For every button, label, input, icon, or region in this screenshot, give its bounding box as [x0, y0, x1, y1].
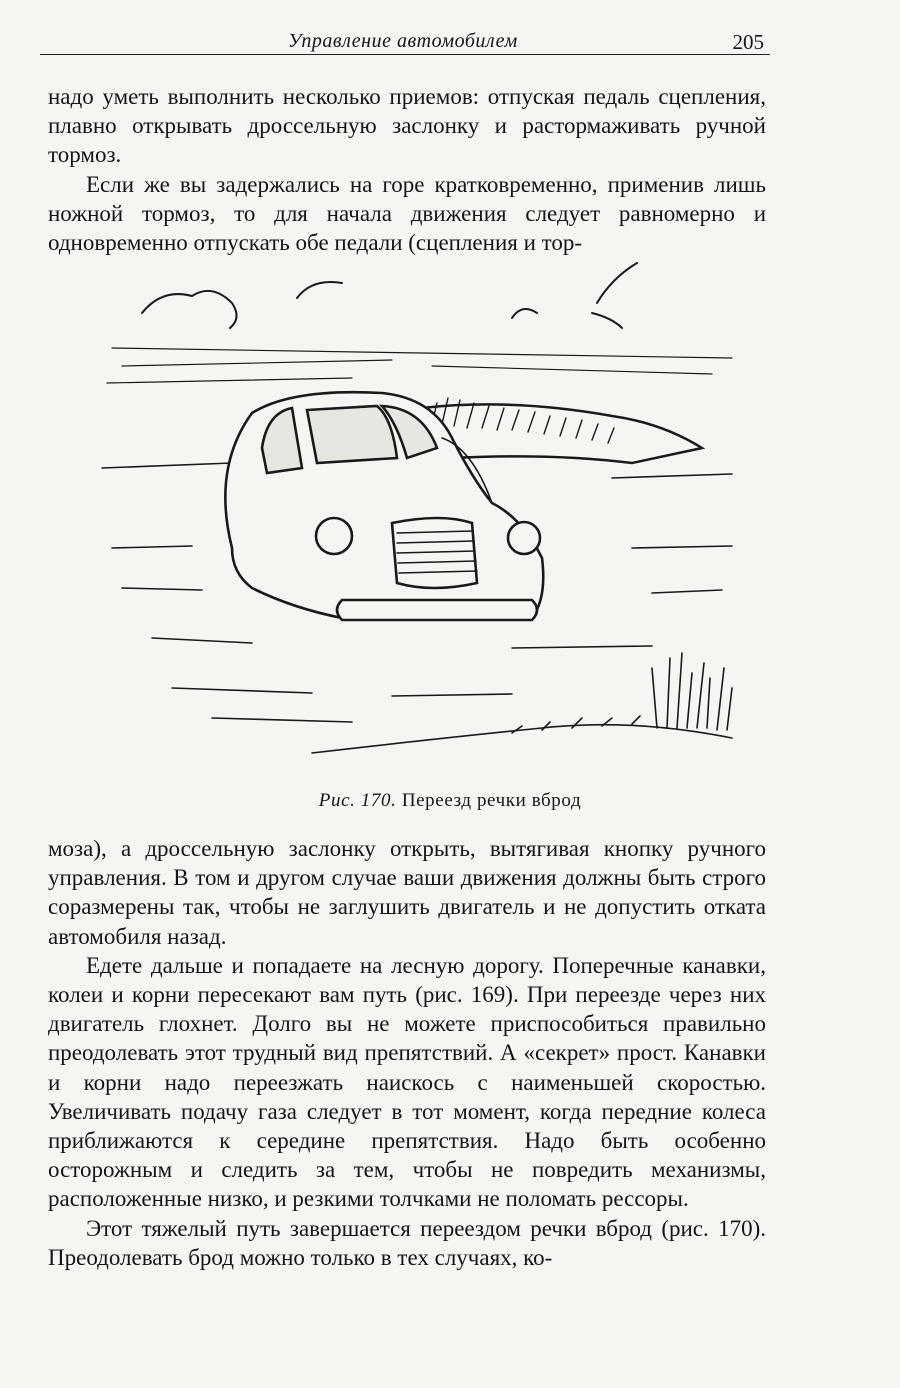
running-title: Управление автомобилем — [288, 30, 518, 52]
paragraph-continued: надо уметь выполнить несколько приемов: отпуская педаль сцепления, плавно открывать дроссельную заслонку и растормаживать ручной тормоз. — [48, 84, 766, 168]
paragraph: Этот тяжелый путь завершается переездом речки вброд (рис. 170). Преодолевать брод можно только в тех случаях, ко- — [48, 1215, 766, 1270]
page-number: 205 — [732, 30, 764, 54]
paragraph: Едете дальше и попадаете на лесную дорогу. Поперечные канавки, колеи и корни пересекают вам путь (рис. 169). При переезде через них двигатель глохнет. Долго вы не можете приспособиться правильно преодолевать этот трудный вид препятствий. А «секрет» прост. Канавки и корни надо переезжать наискось с наименьшей скоростью. Увеличивать подачу газа следует в тот момент, когда передние колеса приближаются к середине препятствия. Надо быть особенно осторожным и следить за тем, чтобы не повредить механизмы, расположенные низко, и резкими толчками не поломать рессоры. — [48, 952, 766, 1212]
figure-label: Рис. 170. — [318, 790, 397, 811]
figure-caption-text: Переезд речки вброд — [401, 790, 582, 811]
bottom-text-block — [48, 834, 766, 1272]
paragraph: Если же вы задержались на горе кратковременно, применив лишь ножной тормоз, то для начала движения следует равномерно и одновременно отпускать обе педали (сцепления и тор- — [48, 171, 766, 256]
top-text-block — [48, 82, 766, 257]
paragraph-continued: моза), а дроссельную заслонку открыть, вытягивая кнопку ручного управления. В том и другом случае ваши движения должны быть строго соразмерены так, чтобы не заглушить двигатель и не допустить отката автомобиля назад. — [48, 836, 766, 949]
car-fording-river-illustration — [92, 248, 752, 778]
figure-caption — [0, 790, 900, 812]
page-header — [40, 28, 770, 55]
